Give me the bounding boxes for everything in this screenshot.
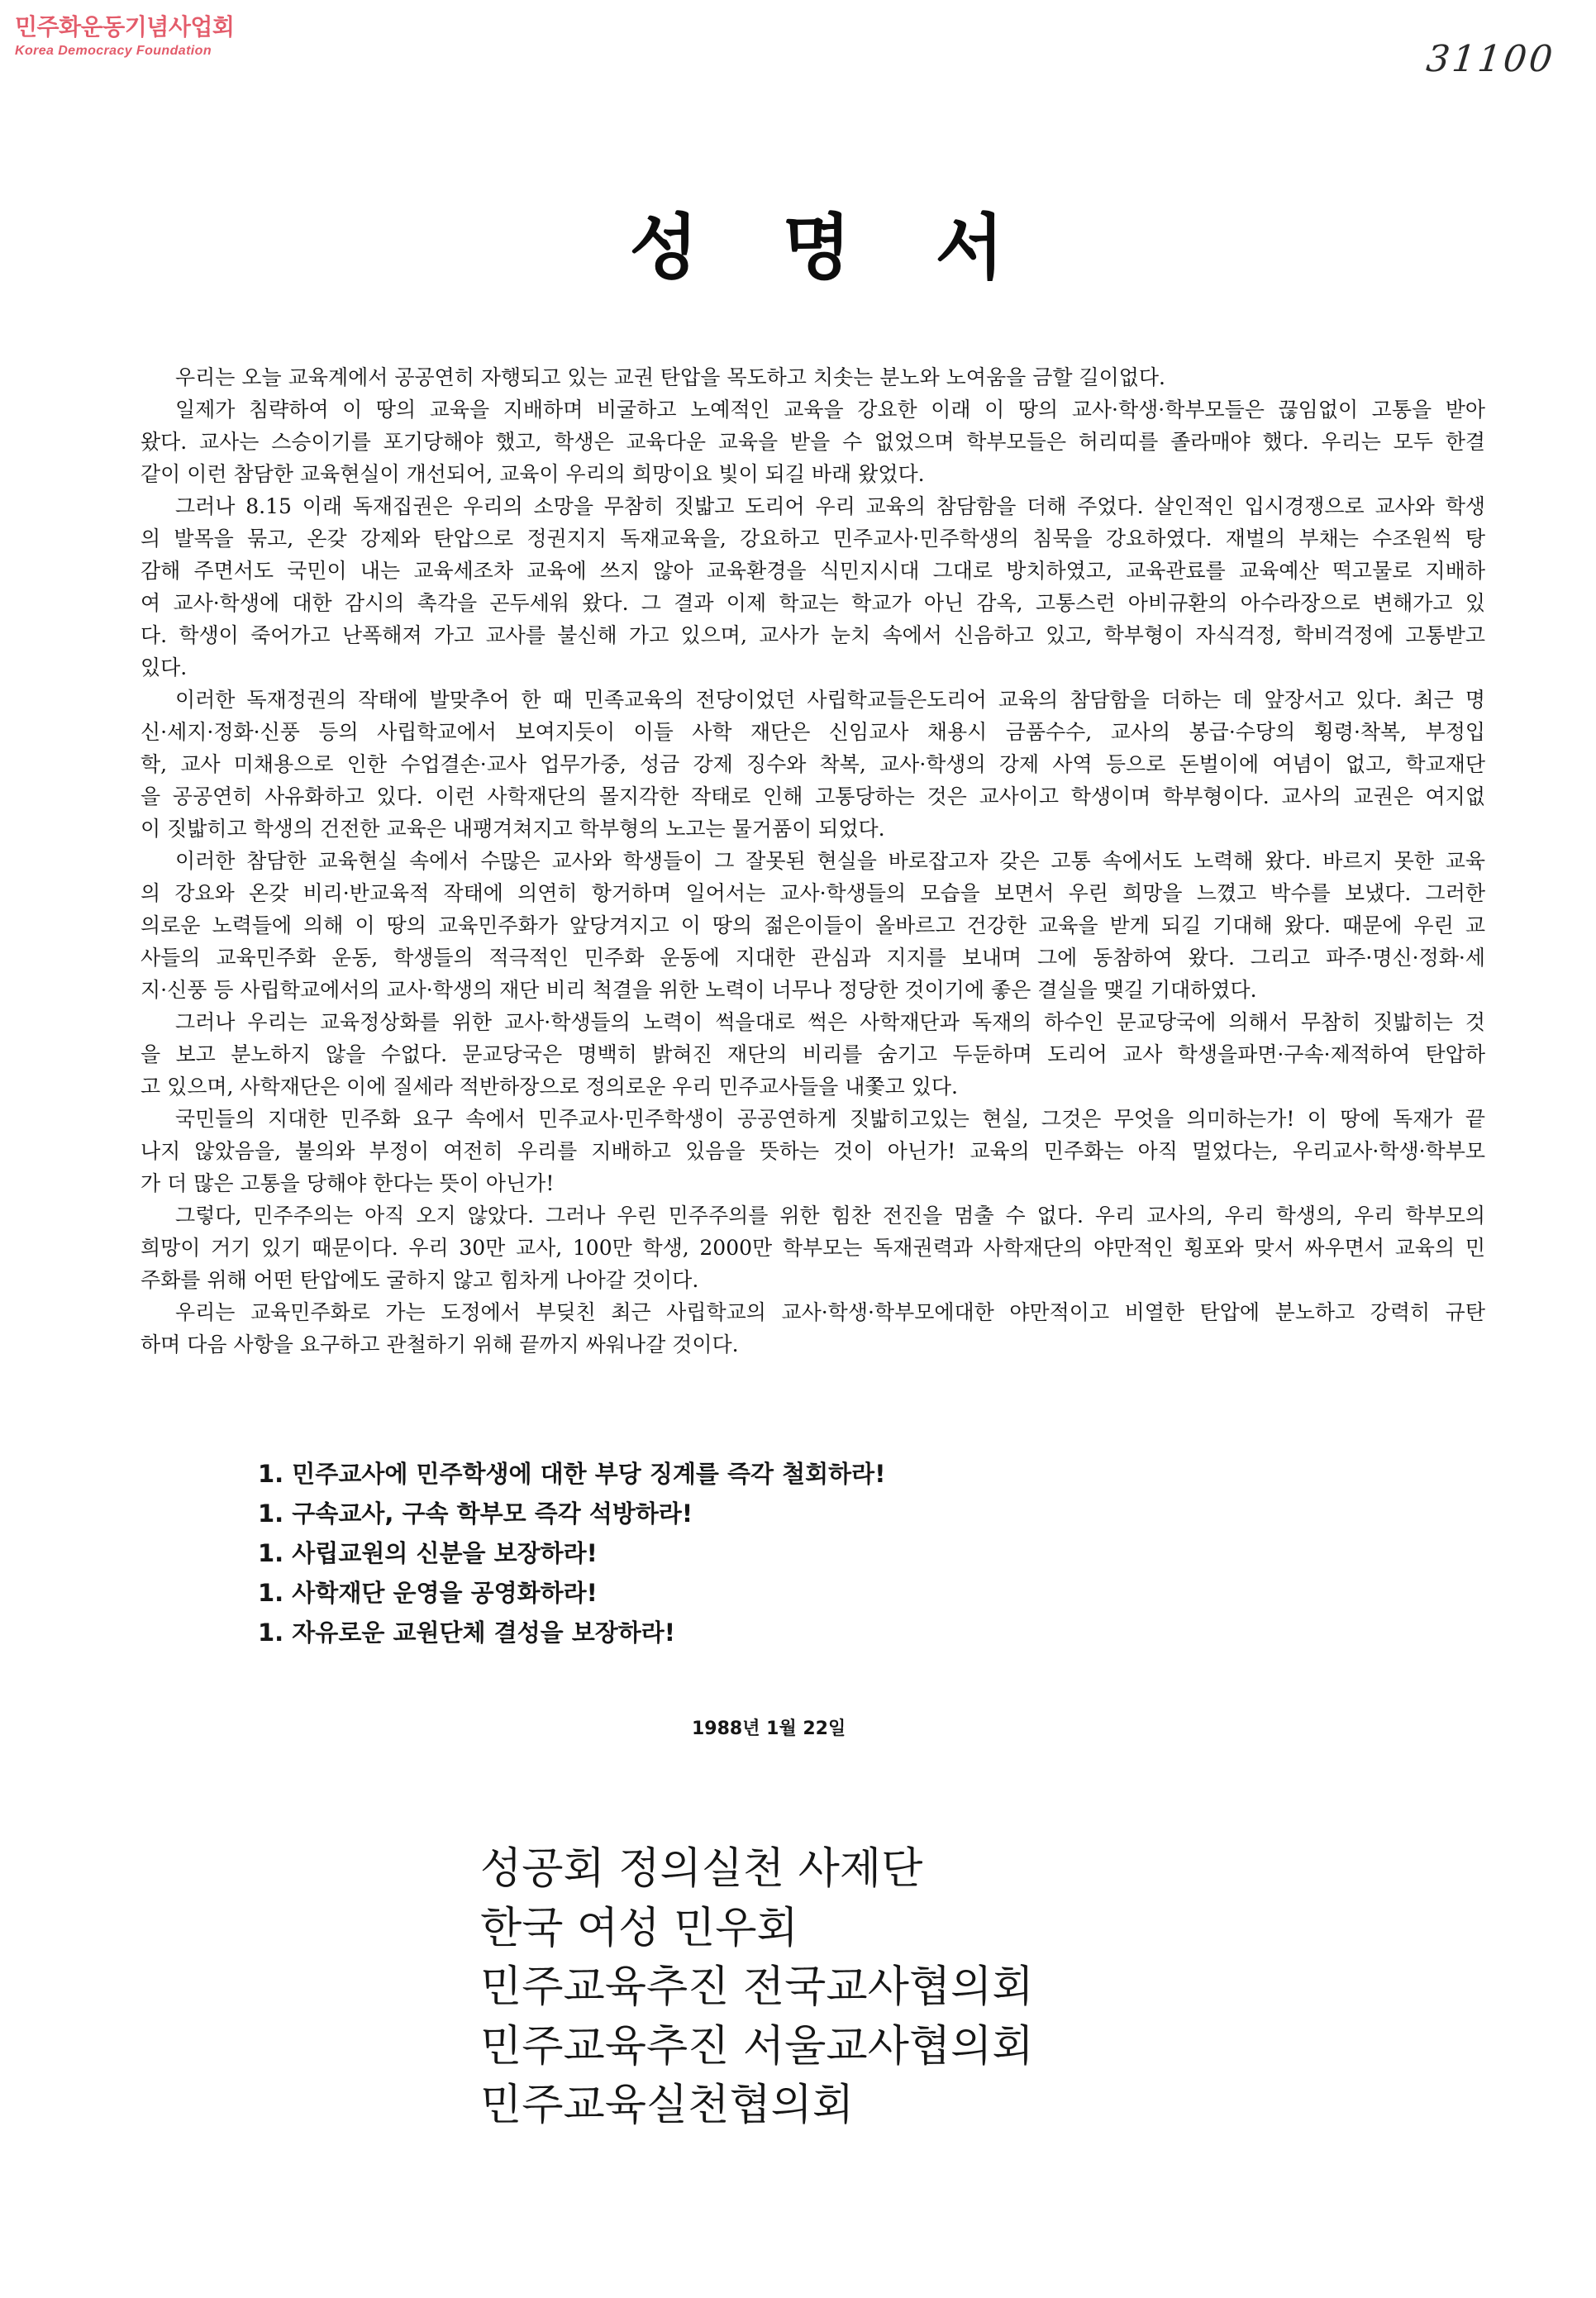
watermark-english: Korea Democracy Foundation bbox=[15, 44, 212, 58]
text-line: 그러나 8.15 이래 독재집권은 우리의 소망을 무참히 짓밟고 도리어 우리 교육의 참담함을 더해 주었다. 살인적인 입시경쟁으로 교사와 학생 bbox=[175, 494, 1485, 518]
text-line: 여 교사·학생에 대한 감시의 촉각을 곤두세워 왔다. 그 결과 이제 학교는 학교가 아닌 감옥, 고통스런 아비규환의 아수라장으로 변해가고 있 bbox=[141, 591, 1485, 615]
text-line: 의 강요와 온갖 비리·반교육적 작태에 의연히 항거하며 일어서는 교사·학생들의 모습을 보면서 우린 희망을 느꼈고 박수를 보냈다. 그러한 bbox=[141, 881, 1485, 905]
text-line: 다. 학생이 죽어가고 난폭해져 가고 교사를 불신해 가고 있으며, 교사가 눈치 속에서 신음하고 있고, 학부형이 자식걱정, 학비걱정에 고통받고 bbox=[141, 623, 1485, 647]
issue-date: 1988년 1월 22일 bbox=[692, 1719, 846, 1739]
text-line: 지·신풍 등 사립학교에서의 교사·학생의 재단 비리 척결을 위한 노력이 너무나 정당한 것이기에 좋은 결실을 맺길 기대하였다. bbox=[141, 978, 1257, 1002]
paragraph bbox=[141, 1103, 1485, 1199]
text-line: 왔다. 교사는 스승이기를 포기당해야 했고, 학생은 교육다운 교육을 받을 수 없었으며 학부모들은 허리띠를 졸라매야 했다. 우리는 모두 한결 bbox=[141, 430, 1485, 454]
text-line: 나지 않았음을, 불의와 부정이 여전히 우리를 지배하고 있음을 뜻하는 것이 아닌가! 교육의 민주화는 아직 멀었다는, 우리교사·학생·학부모 bbox=[141, 1139, 1485, 1163]
paragraph bbox=[141, 393, 1485, 490]
text-line: 의로운 노력들에 의해 이 땅의 교육민주화가 앞당겨지고 이 땅의 젊은이들이 올바르고 건강한 교육을 받게 되길 기대해 왔다. 때문에 우린 교 bbox=[141, 913, 1485, 937]
text-line: 신·세지·정화·신풍 등의 사립학교에서 보여지듯이 이들 사학 재단은 신임교사 채용시 금품수수, 교사의 봉급·수당의 횡령·착복, 부정입 bbox=[141, 720, 1485, 744]
text-line: 있다. bbox=[141, 656, 188, 679]
text-line: 주화를 위해 어떤 탄압에도 굴하지 않고 힘차게 나아갈 것이다. bbox=[141, 1268, 699, 1292]
paragraph bbox=[141, 845, 1485, 1006]
text-line: 학, 교사 미채용으로 인한 수업결손·교사 업무가중, 성금 강제 징수와 착복, 교사·학생의 강제 사역 등으로 돈벌이에 여념이 없고, 학교재단 bbox=[141, 752, 1485, 776]
text-line: 이러한 참담한 교육현실 속에서 수많은 교사와 학생들이 그 잘못된 현실을 바로잡고자 갖은 고통 속에서도 노력해 왔다. 바르지 못한 교육 bbox=[175, 849, 1485, 873]
text-line: 같이 이런 참담한 교육현실이 개선되어, 교육이 우리의 희망이요 빛이 되길 바래 왔었다. bbox=[141, 462, 925, 486]
text-line: 그러나 우리는 교육정상화를 위한 교사·학생들의 노력이 썩을대로 썩은 사학재단과 독재의 하수인 문교당국에 의해서 무참히 짓밟히는 것 bbox=[175, 1010, 1485, 1034]
archive-number: 31100 bbox=[1424, 38, 1557, 80]
document-title: 성 명 서 bbox=[629, 207, 1034, 289]
paragraph bbox=[141, 361, 1485, 393]
signatory: 민주교육실천협의회 bbox=[480, 2081, 855, 2130]
signatory: 성공회 정의실천 사제단 bbox=[480, 1844, 923, 1894]
text-line: 하며 다음 사항을 요구하고 관철하기 위해 끝까지 싸워나갈 것이다. bbox=[141, 1333, 739, 1356]
text-line: 우리는 오늘 교육계에서 공공연히 자행되고 있는 교권 탄압을 목도하고 치솟는 분노와 노여움을 금할 길이없다. bbox=[175, 365, 1166, 389]
signatory: 민주교육추진 전국교사협의회 bbox=[480, 1962, 1034, 2012]
watermark-korean: 민주화운동기념사업회 bbox=[15, 13, 235, 41]
paragraph bbox=[141, 490, 1485, 684]
demand-item: 1. 사립교원의 신분을 보장하라! bbox=[258, 1539, 598, 1567]
text-line: 을 보고 분노하지 않을 수없다. 문교당국은 명백히 밝혀진 재단의 비리를 숨기고 두둔하며 도리어 교사 학생을파면·구속·제적하여 탄압하 bbox=[141, 1042, 1485, 1066]
signatory: 민주교육추진 서울교사협의회 bbox=[480, 2021, 1034, 2072]
text-line: 일제가 침략하여 이 땅의 교육을 지배하며 비굴하고 노예적인 교육을 강요한 이래 이 땅의 교사·학생·학부모들은 끊임없이 고통을 받아 bbox=[175, 398, 1485, 422]
demands-list bbox=[258, 1454, 885, 1652]
signatories-list bbox=[480, 1840, 1034, 2136]
paragraph bbox=[141, 1199, 1485, 1296]
signatory: 한국 여성 민우회 bbox=[480, 1903, 798, 1953]
text-line: 고 있으며, 사학재단은 이에 질세라 적반하장으로 정의로운 우리 민주교사들을 내쫓고 있다. bbox=[141, 1075, 958, 1099]
paragraph bbox=[141, 1006, 1485, 1103]
text-line: 사들의 교육민주화 운동, 학생들의 적극적인 민주화 운동에 지대한 관심과 지지를 보내며 그에 동참하여 왔다. 그리고 파주·명신·정화·세 bbox=[141, 946, 1485, 970]
demand-item: 1. 사학재단 운영을 공영화하라! bbox=[258, 1579, 598, 1607]
text-line: 그렇다, 민주주의는 아직 오지 않았다. 그러나 우린 민주주의를 위한 힘찬 전진을 멈출 수 없다. 우리 교사의, 우리 학생의, 우리 학부모의 bbox=[175, 1204, 1485, 1228]
text-line: 을 공공연히 사유화하고 있다. 이런 사학재단의 몰지각한 작태로 인해 고통당하는 것은 교사이고 학생이며 학부형이다. 교사의 교권은 여지없 bbox=[141, 784, 1485, 808]
paragraph bbox=[141, 1296, 1485, 1361]
text-line: 국민들의 지대한 민주화 요구 속에서 민주교사·민주학생이 공공연하게 짓밟히고있는 현실, 그것은 무엇을 의미하는가! 이 땅에 독재가 끝 bbox=[175, 1107, 1485, 1131]
statement-body bbox=[141, 361, 1485, 1361]
text-line: 의 발목을 묶고, 온갖 강제와 탄압으로 정권지지 독재교육을, 강요하고 민주교사·민주학생의 침묵을 강요하였다. 재벌의 부채는 수조원씩 탕 bbox=[141, 527, 1485, 551]
text-line: 이 짓밟히고 학생의 건전한 교육은 내팽겨쳐지고 학부형의 노고는 물거품이 되었다. bbox=[141, 817, 885, 841]
text-line: 감해 주면서도 국민이 내는 교육세조차 교육에 쓰지 않아 교육환경을 식민지시대 그대로 방치하였고, 교육관료를 교육예산 떡고물로 지배하 bbox=[141, 559, 1485, 583]
demand-item: 1. 구속교사, 구속 학부모 즉각 석방하라! bbox=[258, 1499, 693, 1528]
text-line: 가 더 많은 고통을 당해야 한다는 뜻이 아닌가! bbox=[141, 1171, 555, 1195]
text-line: 이러한 독재정권의 작태에 발맞추어 한 때 민족교육의 전당이었던 사립학교들은도리어 교육의 참담함을 더하는 데 앞장서고 있다. 최근 명 bbox=[175, 688, 1485, 712]
demand-item: 1. 자유로운 교원단체 결성을 보장하라! bbox=[258, 1619, 676, 1647]
text-line: 희망이 거기 있기 때문이다. 우리 30만 교사, 100만 학생, 2000만 학부모는 독재권력과 사학재단의 야만적인 횡포와 맞서 싸우면서 교육의 민 bbox=[141, 1236, 1485, 1260]
text-line: 우리는 교육민주화로 가는 도정에서 부딪친 최근 사립학교의 교사·학생·학부모에대한 야만적이고 비열한 탄압에 분노하고 강력히 규탄 bbox=[175, 1300, 1485, 1324]
watermark-logo bbox=[15, 12, 234, 60]
demand-item: 1. 민주교사에 민주학생에 대한 부당 징계를 즉각 철회하라! bbox=[258, 1460, 886, 1488]
paragraph bbox=[141, 684, 1485, 845]
